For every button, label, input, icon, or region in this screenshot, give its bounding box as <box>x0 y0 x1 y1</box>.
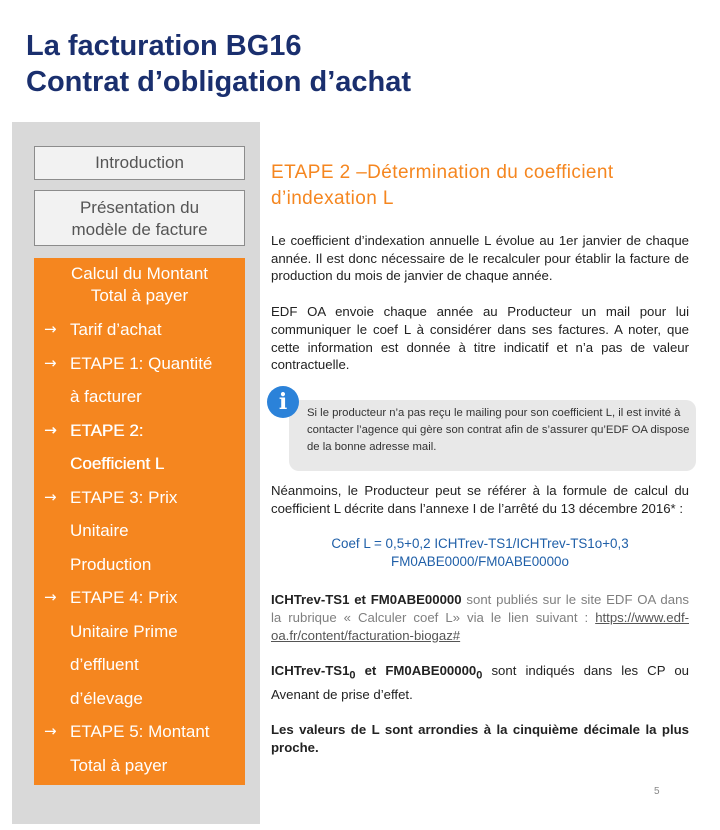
arrow-right-icon: → <box>44 420 57 439</box>
nav-step-label-line: Unitaire <box>70 521 129 540</box>
nav-active-title <box>34 258 245 307</box>
sidebar-nav <box>12 122 260 824</box>
nav-step-label-line: d’effluent <box>70 655 139 674</box>
paragraph-rounding <box>271 721 689 756</box>
info-callout <box>271 386 689 482</box>
arrow-right-icon: → <box>44 320 57 338</box>
section-heading: ETAPE 2 –Détermination du coefficient d’indexation L <box>271 162 614 209</box>
title-line-1: La facturation BG16 <box>26 30 302 62</box>
nav-step-label <box>70 581 178 715</box>
publication-text: sont publiés sur le site EDF OA dans la rubrique « Calculer coef L» via le lien suivant : <box>271 592 690 626</box>
nav-step-label-line: ETAPE 4: Prix <box>70 588 178 607</box>
formula-line-2: FM0ABE0000/FM0ABE0000o <box>391 554 569 570</box>
nav-step-label-line: Total à payer <box>70 755 168 775</box>
nav-step-label <box>70 414 164 481</box>
nav-step-0[interactable] <box>34 313 245 347</box>
nav-step-label <box>70 313 162 347</box>
nav-step-label-line: Unitaire Prime <box>70 621 178 641</box>
nav-step-label-line: ETAPE 3: Prix <box>70 487 178 507</box>
arrow-right-icon: → <box>44 588 57 606</box>
nav-step-label-line: ETAPE 5: Montant <box>70 722 210 741</box>
nav-active-title-line-2: Total à payer <box>90 286 189 305</box>
main-content <box>271 160 689 775</box>
nav-item-label: Introduction <box>95 153 184 172</box>
nav-step-label <box>70 481 177 582</box>
info-icon: i <box>267 386 299 418</box>
nav-step-5[interactable] <box>34 715 245 782</box>
title-line-2: Contrat d’obligation d’achat <box>26 66 412 98</box>
nav-step-label-line: ETAPE 2: <box>70 420 144 440</box>
paragraph-publication <box>271 591 689 644</box>
arrow-right-icon: → <box>44 487 57 506</box>
nav-step-3[interactable] <box>34 481 245 582</box>
paragraph-cp <box>271 662 689 703</box>
biogaz-link[interactable]: https://www.edf-oa.fr/content/facturation-biogaz# <box>271 610 689 643</box>
nav-item-calcul-montant[interactable] <box>34 258 245 785</box>
rounding-text: Les valeurs de L sont arrondies à la cinquième décimale la plus proche. <box>271 722 689 756</box>
nav-step-label-line: d’élevage <box>70 688 143 708</box>
cp-sub-b: 0 <box>476 670 483 683</box>
paragraph-coefficient: Le coefficient d’indexation annuelle L évolue au 1er janvier de chaque année. Il est donc nécessaire de le recalculer pour établir la facture de production du mois de janvier de chaque année. <box>271 233 689 284</box>
nav-step-label <box>70 347 212 414</box>
publication-bold: ICHTrev-TS1 et FM0ABE00000 <box>271 592 462 608</box>
nav-active-title-line-1: Calcul du Montant <box>70 264 209 283</box>
nav-step-4[interactable] <box>34 581 245 715</box>
paragraph-formula-intro: Néanmoins, le Producteur peut se référer à la formule de calcul du coefficient L décrite dans l’annexe I de l’arrêté du 13 décembre 2016* : <box>271 482 689 516</box>
page-number: 5 <box>654 786 660 797</box>
nav-step-label-line: Coefficient L <box>70 454 165 473</box>
nav-item-introduction[interactable] <box>34 146 245 180</box>
arrow-right-icon: → <box>44 722 57 740</box>
cp-bold-a: ICHTrev-TS1 <box>271 663 350 679</box>
nav-step-label-line: Tarif d’achat <box>70 320 162 339</box>
nav-step-label-line: Production <box>70 554 152 574</box>
nav-step-2[interactable] <box>34 414 245 481</box>
nav-step-label-line: ETAPE 1: Quantité <box>70 353 213 373</box>
formula <box>271 535 689 571</box>
cp-bold-b: et FM0ABE00000 <box>355 663 477 679</box>
nav-step-label-line: à facturer <box>70 387 142 406</box>
info-box: Si le producteur n’a pas reçu le mailing pour son coefficient L, il est invité à contacter l’agence qui gère son contrat afin de s’assurer qu’EDF OA dispose de la bonne adresse mail. <box>289 400 696 471</box>
step-list <box>34 313 245 782</box>
nav-item-presentation[interactable] <box>34 190 245 246</box>
nav-item-label-line-2: modèle de facture <box>71 220 208 239</box>
nav-item-label-line-1: Présentation du <box>79 198 200 217</box>
page-title <box>26 28 411 100</box>
nav-step-1[interactable] <box>34 347 245 414</box>
arrow-right-icon: → <box>44 353 57 372</box>
formula-line-1: Coef L = 0,5+0,2 ICHTrev-TS1/ICHTrev-TS1o+0,3 <box>331 536 629 552</box>
paragraph-mail: EDF OA envoie chaque année au Producteur un mail pour lui communiquer le coef L à considérer dans ses factures. A noter, que cette information est donnée à titre indicatif et n’a pas de valeur contractuelle. <box>271 304 689 373</box>
nav-step-label <box>70 715 210 782</box>
cp-sub-a: 0 <box>349 670 356 683</box>
cp-text: sont indiqués dans les CP ou Avenant de prise d’effet. <box>271 663 689 702</box>
